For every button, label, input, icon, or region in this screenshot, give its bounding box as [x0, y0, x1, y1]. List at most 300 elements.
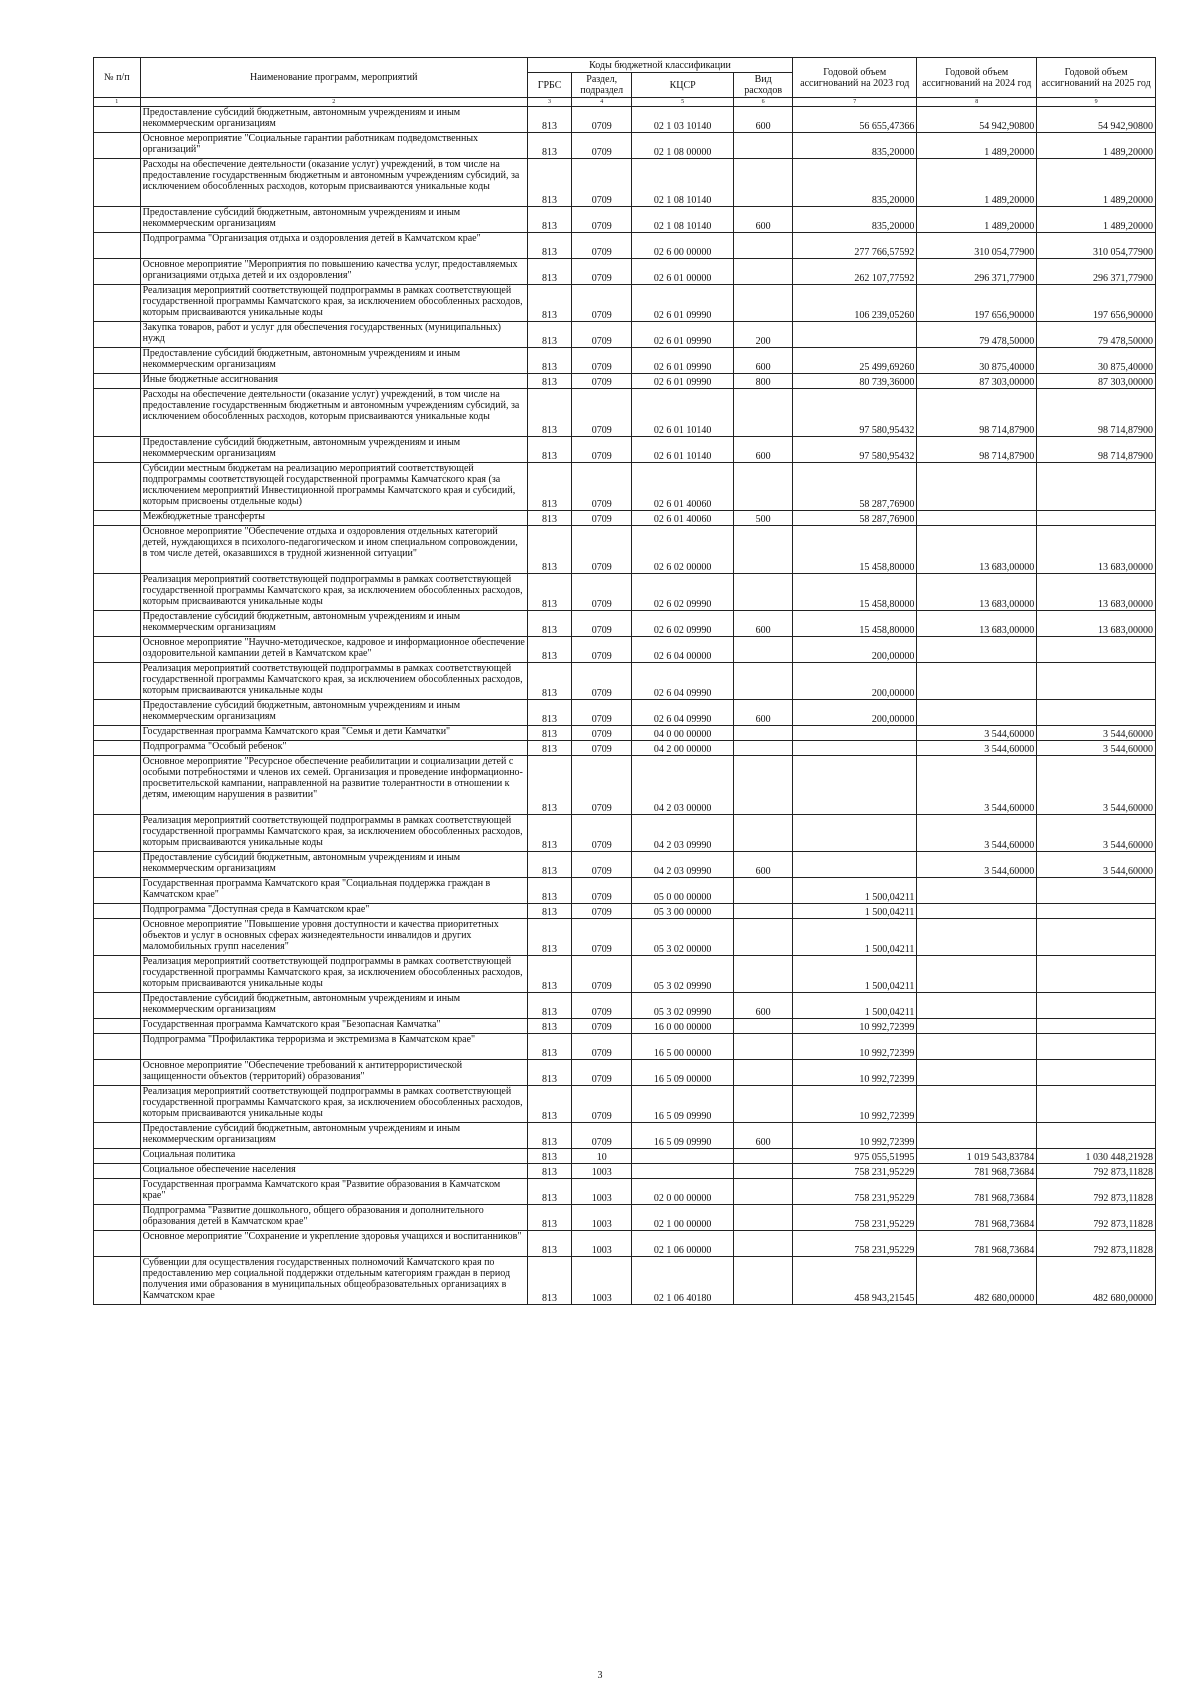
cell-2023: 200,00000 — [793, 700, 917, 726]
header-vid: Вид расходов — [734, 73, 793, 98]
cell-grbs: 813 — [527, 878, 571, 904]
cell-num — [94, 348, 141, 374]
cell-2023: 58 287,76900 — [793, 463, 917, 511]
cell-name: Основное мероприятие "Обеспечение требований к антитеррористической защищенности объектов (территорий) образования" — [140, 1060, 527, 1086]
cell-name: Подпрограмма "Организация отдыха и оздоровления детей в Камчатском крае" — [140, 233, 527, 259]
cell-2023: 97 580,95432 — [793, 437, 917, 463]
cell-vid: 600 — [734, 207, 793, 233]
cell-2023: 835,20000 — [793, 159, 917, 207]
table-row — [94, 1086, 1156, 1123]
table-row — [94, 159, 1156, 207]
cell-vid: 200 — [734, 322, 793, 348]
cell-kcsr: 04 0 00 00000 — [632, 726, 734, 741]
header-index: 3 — [527, 98, 571, 107]
cell-grbs: 813 — [527, 993, 571, 1019]
cell-num — [94, 1060, 141, 1086]
table-row — [94, 285, 1156, 322]
cell-2025: 1 489,20000 — [1037, 207, 1156, 233]
cell-2025: 98 714,87900 — [1037, 437, 1156, 463]
cell-2023 — [793, 756, 917, 815]
cell-2025: 1 489,20000 — [1037, 133, 1156, 159]
cell-section: 0709 — [572, 904, 632, 919]
cell-2025: 13 683,00000 — [1037, 611, 1156, 637]
cell-name: Социальная политика — [140, 1149, 527, 1164]
cell-2025: 13 683,00000 — [1037, 526, 1156, 574]
cell-vid: 600 — [734, 107, 793, 133]
table-row — [94, 348, 1156, 374]
cell-num — [94, 437, 141, 463]
header-section: Раздел, подраздел — [572, 73, 632, 98]
cell-2024 — [917, 1034, 1037, 1060]
cell-2023: 262 107,77592 — [793, 259, 917, 285]
cell-2023: 277 766,57592 — [793, 233, 917, 259]
cell-grbs: 813 — [527, 574, 571, 611]
cell-vid — [734, 574, 793, 611]
cell-2025 — [1037, 993, 1156, 1019]
cell-grbs: 813 — [527, 348, 571, 374]
cell-kcsr: 02 6 02 00000 — [632, 526, 734, 574]
table-row — [94, 374, 1156, 389]
table-row — [94, 233, 1156, 259]
cell-kcsr — [632, 1149, 734, 1164]
cell-2023 — [793, 322, 917, 348]
table-row — [94, 611, 1156, 637]
cell-2025 — [1037, 1086, 1156, 1123]
cell-2024: 781 968,73684 — [917, 1205, 1037, 1231]
cell-num — [94, 904, 141, 919]
cell-2025: 296 371,77900 — [1037, 259, 1156, 285]
cell-section: 0709 — [572, 322, 632, 348]
cell-name: Основное мероприятие "Повышение уровня доступности и качества приоритетных объектов и услуг в основных сферах жизнедеятельности инвалидов и других маломобильных групп населения" — [140, 919, 527, 956]
cell-grbs: 813 — [527, 919, 571, 956]
cell-name: Основное мероприятие "Ресурсное обеспечение реабилитации и социализации детей с особыми потребностями и членов их семей. Организация и проведение информационно-просветительской кампании, направленной на развитие толерантности в отношении к детям, имеющим нарушения в развитии" — [140, 756, 527, 815]
header-2023: Годовой объем ассигнований на 2023 год — [793, 58, 917, 98]
cell-2024: 3 544,60000 — [917, 726, 1037, 741]
cell-section: 0709 — [572, 348, 632, 374]
cell-grbs: 813 — [527, 159, 571, 207]
cell-vid: 600 — [734, 700, 793, 726]
cell-num — [94, 815, 141, 852]
cell-num — [94, 1034, 141, 1060]
cell-2024: 13 683,00000 — [917, 611, 1037, 637]
cell-grbs: 813 — [527, 956, 571, 993]
cell-2024: 79 478,50000 — [917, 322, 1037, 348]
table-row — [94, 1205, 1156, 1231]
cell-name: Предоставление субсидий бюджетным, автономным учреждениям и иным некоммерческим организациям — [140, 1123, 527, 1149]
table-row — [94, 700, 1156, 726]
cell-num — [94, 1231, 141, 1257]
cell-2024 — [917, 993, 1037, 1019]
cell-vid — [734, 1205, 793, 1231]
cell-2025 — [1037, 637, 1156, 663]
cell-vid — [734, 878, 793, 904]
table-row — [94, 437, 1156, 463]
cell-name: Основное мероприятие "Сохранение и укрепление здоровья учащихся и воспитанников" — [140, 1231, 527, 1257]
cell-kcsr: 02 1 08 10140 — [632, 207, 734, 233]
cell-kcsr: 04 2 00 00000 — [632, 741, 734, 756]
cell-kcsr: 05 3 02 09990 — [632, 956, 734, 993]
table-row — [94, 574, 1156, 611]
cell-section: 0709 — [572, 637, 632, 663]
cell-2025 — [1037, 511, 1156, 526]
cell-grbs: 813 — [527, 1149, 571, 1164]
cell-vid — [734, 259, 793, 285]
cell-name: Основное мероприятие "Социальные гарантии работникам подведомственных организаций" — [140, 133, 527, 159]
cell-2024: 296 371,77900 — [917, 259, 1037, 285]
cell-2024: 3 544,60000 — [917, 756, 1037, 815]
cell-vid — [734, 1086, 793, 1123]
cell-vid — [734, 741, 793, 756]
cell-num — [94, 463, 141, 511]
cell-grbs: 813 — [527, 1257, 571, 1305]
cell-2025: 13 683,00000 — [1037, 574, 1156, 611]
cell-2024 — [917, 919, 1037, 956]
cell-grbs: 813 — [527, 1205, 571, 1231]
cell-grbs: 813 — [527, 1060, 571, 1086]
cell-2025: 792 873,11828 — [1037, 1179, 1156, 1205]
cell-name: Предоставление субсидий бюджетным, автономным учреждениям и иным некоммерческим организациям — [140, 993, 527, 1019]
cell-name: Подпрограмма "Развитие дошкольного, общего образования и дополнительного образования детей в Камчатском крае" — [140, 1205, 527, 1231]
cell-grbs: 813 — [527, 663, 571, 700]
cell-vid — [734, 904, 793, 919]
cell-vid — [734, 1034, 793, 1060]
cell-kcsr: 02 6 01 09990 — [632, 374, 734, 389]
cell-2023: 10 992,72399 — [793, 1123, 917, 1149]
cell-2024: 87 303,00000 — [917, 374, 1037, 389]
table-header — [94, 58, 1156, 107]
cell-kcsr: 02 1 06 40180 — [632, 1257, 734, 1305]
table-row — [94, 107, 1156, 133]
cell-section: 0709 — [572, 511, 632, 526]
cell-2024: 1 489,20000 — [917, 133, 1037, 159]
cell-kcsr: 05 0 00 00000 — [632, 878, 734, 904]
cell-kcsr: 02 1 08 10140 — [632, 159, 734, 207]
cell-2024: 98 714,87900 — [917, 389, 1037, 437]
cell-2024: 781 968,73684 — [917, 1231, 1037, 1257]
cell-vid — [734, 663, 793, 700]
cell-section: 10 — [572, 1149, 632, 1164]
cell-num — [94, 1164, 141, 1179]
cell-num — [94, 107, 141, 133]
cell-section: 0709 — [572, 700, 632, 726]
cell-kcsr: 02 6 01 10140 — [632, 437, 734, 463]
header-index: 2 — [140, 98, 527, 107]
cell-2023: 200,00000 — [793, 637, 917, 663]
cell-2023: 58 287,76900 — [793, 511, 917, 526]
cell-grbs: 813 — [527, 526, 571, 574]
cell-kcsr: 02 6 01 40060 — [632, 463, 734, 511]
cell-kcsr: 04 2 03 09990 — [632, 815, 734, 852]
cell-2024: 310 054,77900 — [917, 233, 1037, 259]
cell-name: Субвенции для осуществления государственных полномочий Камчатского края по предоставлению мер социальной поддержки отдельным категориям граждан в период получения ими образования в муниципальных общеобразовательных организациях в Камчатском крае — [140, 1257, 527, 1305]
header-grbs: ГРБС — [527, 73, 571, 98]
cell-2023: 758 231,95229 — [793, 1179, 917, 1205]
table-row — [94, 1034, 1156, 1060]
cell-section: 0709 — [572, 259, 632, 285]
cell-2023: 15 458,80000 — [793, 526, 917, 574]
cell-2025: 30 875,40000 — [1037, 348, 1156, 374]
cell-num — [94, 259, 141, 285]
cell-2023: 80 739,36000 — [793, 374, 917, 389]
cell-name: Предоставление субсидий бюджетным, автономным учреждениям и иным некоммерческим организациям — [140, 107, 527, 133]
cell-2024: 482 680,00000 — [917, 1257, 1037, 1305]
cell-2025: 87 303,00000 — [1037, 374, 1156, 389]
cell-num — [94, 726, 141, 741]
cell-kcsr: 02 6 02 09990 — [632, 574, 734, 611]
cell-num — [94, 389, 141, 437]
cell-section: 0709 — [572, 574, 632, 611]
cell-section: 0709 — [572, 878, 632, 904]
cell-num — [94, 919, 141, 956]
cell-num — [94, 1086, 141, 1123]
cell-section: 0709 — [572, 207, 632, 233]
cell-name: Субсидии местным бюджетам на реализацию мероприятий соответствующей подпрограммы соответствующей государственной программы Камчатского края (за исключением мероприятий Инвестиционной программы Камчатского края и субсидий, которым присвоены отдельные коды) — [140, 463, 527, 511]
cell-vid: 600 — [734, 611, 793, 637]
cell-vid — [734, 815, 793, 852]
cell-kcsr: 02 6 04 09990 — [632, 700, 734, 726]
table-row — [94, 637, 1156, 663]
cell-num — [94, 1257, 141, 1305]
cell-section: 0709 — [572, 956, 632, 993]
cell-2025 — [1037, 1034, 1156, 1060]
cell-kcsr: 02 1 03 10140 — [632, 107, 734, 133]
table-row — [94, 756, 1156, 815]
cell-kcsr: 02 6 01 09990 — [632, 322, 734, 348]
cell-2023: 458 943,21545 — [793, 1257, 917, 1305]
table-row — [94, 726, 1156, 741]
cell-2025: 1 489,20000 — [1037, 159, 1156, 207]
cell-2025: 792 873,11828 — [1037, 1164, 1156, 1179]
header-index: 5 — [632, 98, 734, 107]
cell-2025: 792 873,11828 — [1037, 1231, 1156, 1257]
page-number: 3 — [597, 1670, 603, 1681]
cell-kcsr: 02 1 08 00000 — [632, 133, 734, 159]
cell-grbs: 813 — [527, 756, 571, 815]
table-row — [94, 1060, 1156, 1086]
cell-grbs: 813 — [527, 611, 571, 637]
table-row — [94, 389, 1156, 437]
cell-2023: 1 500,04211 — [793, 956, 917, 993]
cell-name: Предоставление субсидий бюджетным, автономным учреждениям и иным некоммерческим организациям — [140, 852, 527, 878]
cell-2023: 10 992,72399 — [793, 1060, 917, 1086]
table-row — [94, 663, 1156, 700]
cell-num — [94, 1019, 141, 1034]
cell-2025: 3 544,60000 — [1037, 815, 1156, 852]
table-row — [94, 1164, 1156, 1179]
cell-2025 — [1037, 1019, 1156, 1034]
cell-grbs: 813 — [527, 133, 571, 159]
cell-2025: 482 680,00000 — [1037, 1257, 1156, 1305]
cell-section: 1003 — [572, 1164, 632, 1179]
cell-2023: 1 500,04211 — [793, 878, 917, 904]
cell-name: Государственная программа Камчатского края "Семья и дети Камчатки" — [140, 726, 527, 741]
cell-name: Предоставление субсидий бюджетным, автономным учреждениям и иным некоммерческим организациям — [140, 700, 527, 726]
cell-2023: 97 580,95432 — [793, 389, 917, 437]
cell-2024: 30 875,40000 — [917, 348, 1037, 374]
cell-section: 0709 — [572, 726, 632, 741]
cell-section: 0709 — [572, 756, 632, 815]
cell-section: 0709 — [572, 741, 632, 756]
cell-vid: 600 — [734, 1123, 793, 1149]
cell-section: 0709 — [572, 107, 632, 133]
cell-vid — [734, 159, 793, 207]
cell-2023: 835,20000 — [793, 207, 917, 233]
cell-kcsr: 05 3 02 09990 — [632, 993, 734, 1019]
cell-2023 — [793, 852, 917, 878]
cell-2025: 1 030 448,21928 — [1037, 1149, 1156, 1164]
cell-name: Предоставление субсидий бюджетным, автономным учреждениям и иным некоммерческим организациям — [140, 437, 527, 463]
cell-2025 — [1037, 1123, 1156, 1149]
cell-num — [94, 637, 141, 663]
cell-2023: 10 992,72399 — [793, 1086, 917, 1123]
table-row — [94, 815, 1156, 852]
cell-grbs: 813 — [527, 437, 571, 463]
header-num: № п/п — [94, 58, 141, 98]
table-row — [94, 1257, 1156, 1305]
cell-vid — [734, 233, 793, 259]
cell-grbs: 813 — [527, 511, 571, 526]
cell-vid: 800 — [734, 374, 793, 389]
cell-2025: 79 478,50000 — [1037, 322, 1156, 348]
cell-vid: 500 — [734, 511, 793, 526]
cell-2023: 758 231,95229 — [793, 1231, 917, 1257]
cell-kcsr: 16 5 00 00000 — [632, 1034, 734, 1060]
cell-grbs: 813 — [527, 107, 571, 133]
cell-kcsr: 02 1 00 00000 — [632, 1205, 734, 1231]
cell-vid — [734, 526, 793, 574]
cell-2025 — [1037, 878, 1156, 904]
cell-section: 1003 — [572, 1205, 632, 1231]
cell-kcsr: 02 6 01 40060 — [632, 511, 734, 526]
cell-kcsr: 16 5 09 00000 — [632, 1060, 734, 1086]
cell-vid — [734, 919, 793, 956]
cell-grbs: 813 — [527, 700, 571, 726]
table-row — [94, 1231, 1156, 1257]
cell-kcsr: 05 3 00 00000 — [632, 904, 734, 919]
cell-2024: 781 968,73684 — [917, 1164, 1037, 1179]
cell-2024: 98 714,87900 — [917, 437, 1037, 463]
cell-section: 1003 — [572, 1257, 632, 1305]
cell-2025: 54 942,90800 — [1037, 107, 1156, 133]
cell-2023: 106 239,05260 — [793, 285, 917, 322]
cell-2023: 200,00000 — [793, 663, 917, 700]
cell-grbs: 813 — [527, 637, 571, 663]
header-index: 9 — [1037, 98, 1156, 107]
cell-2023: 56 655,47366 — [793, 107, 917, 133]
cell-grbs: 813 — [527, 374, 571, 389]
cell-2023: 25 499,69260 — [793, 348, 917, 374]
cell-kcsr: 16 5 09 09990 — [632, 1086, 734, 1123]
cell-vid — [734, 756, 793, 815]
cell-name: Межбюджетные трансферты — [140, 511, 527, 526]
cell-vid — [734, 1257, 793, 1305]
cell-vid: 600 — [734, 852, 793, 878]
cell-2024: 781 968,73684 — [917, 1179, 1037, 1205]
cell-section: 0709 — [572, 437, 632, 463]
cell-2023: 10 992,72399 — [793, 1034, 917, 1060]
cell-name: Государственная программа Камчатского края "Социальная поддержка граждан в Камчатском крае" — [140, 878, 527, 904]
cell-num — [94, 322, 141, 348]
cell-2024: 1 489,20000 — [917, 159, 1037, 207]
cell-num — [94, 374, 141, 389]
table-row — [94, 322, 1156, 348]
cell-num — [94, 756, 141, 815]
cell-name: Основное мероприятие "Научно-методическое, кадровое и информационное обеспечение оздоровительной кампании детей в Камчатском крае" — [140, 637, 527, 663]
cell-2024: 13 683,00000 — [917, 526, 1037, 574]
cell-vid — [734, 1179, 793, 1205]
cell-2025: 197 656,90000 — [1037, 285, 1156, 322]
cell-2024 — [917, 463, 1037, 511]
cell-grbs: 813 — [527, 1086, 571, 1123]
cell-num — [94, 993, 141, 1019]
cell-2024 — [917, 511, 1037, 526]
cell-section: 0709 — [572, 374, 632, 389]
cell-kcsr: 04 2 03 00000 — [632, 756, 734, 815]
cell-kcsr: 02 6 02 09990 — [632, 611, 734, 637]
cell-grbs: 813 — [527, 815, 571, 852]
cell-vid — [734, 726, 793, 741]
cell-2023: 1 500,04211 — [793, 904, 917, 919]
cell-name: Государственная программа Камчатского края "Безопасная Камчатка" — [140, 1019, 527, 1034]
header-index: 7 — [793, 98, 917, 107]
cell-2023 — [793, 741, 917, 756]
cell-2024: 3 544,60000 — [917, 815, 1037, 852]
cell-2025 — [1037, 919, 1156, 956]
cell-grbs: 813 — [527, 322, 571, 348]
table-row — [94, 919, 1156, 956]
cell-name: Реализация мероприятий соответствующей подпрограммы в рамках соответствующей государственной программы Камчатского края, за исключением обособленных расходов, которым присваиваются уникальные коды — [140, 285, 527, 322]
header-index: 6 — [734, 98, 793, 107]
cell-vid — [734, 637, 793, 663]
cell-2025 — [1037, 956, 1156, 993]
cell-num — [94, 878, 141, 904]
cell-name: Закупка товаров, работ и услуг для обеспечения государственных (муниципальных) нужд — [140, 322, 527, 348]
cell-num — [94, 511, 141, 526]
cell-grbs: 813 — [527, 1164, 571, 1179]
budget-table-sheet — [93, 57, 1156, 1305]
table-row — [94, 133, 1156, 159]
cell-2023 — [793, 726, 917, 741]
cell-vid — [734, 285, 793, 322]
cell-2025: 3 544,60000 — [1037, 726, 1156, 741]
cell-num — [94, 133, 141, 159]
cell-2023: 835,20000 — [793, 133, 917, 159]
cell-2024 — [917, 1086, 1037, 1123]
cell-2025: 3 544,60000 — [1037, 756, 1156, 815]
cell-name: Иные бюджетные ассигнования — [140, 374, 527, 389]
cell-section: 0709 — [572, 1034, 632, 1060]
cell-vid — [734, 1164, 793, 1179]
table-row — [94, 463, 1156, 511]
cell-kcsr: 02 6 01 00000 — [632, 259, 734, 285]
cell-grbs: 813 — [527, 852, 571, 878]
cell-2024 — [917, 1019, 1037, 1034]
cell-grbs: 813 — [527, 207, 571, 233]
cell-grbs: 813 — [527, 1019, 571, 1034]
cell-section: 0709 — [572, 159, 632, 207]
cell-grbs: 813 — [527, 1179, 571, 1205]
cell-kcsr: 02 0 00 00000 — [632, 1179, 734, 1205]
table-row — [94, 956, 1156, 993]
cell-2024 — [917, 1060, 1037, 1086]
cell-2024 — [917, 878, 1037, 904]
cell-kcsr: 02 1 06 00000 — [632, 1231, 734, 1257]
cell-section: 0709 — [572, 852, 632, 878]
cell-2025 — [1037, 1060, 1156, 1086]
cell-2025 — [1037, 904, 1156, 919]
cell-num — [94, 574, 141, 611]
table-row — [94, 1019, 1156, 1034]
